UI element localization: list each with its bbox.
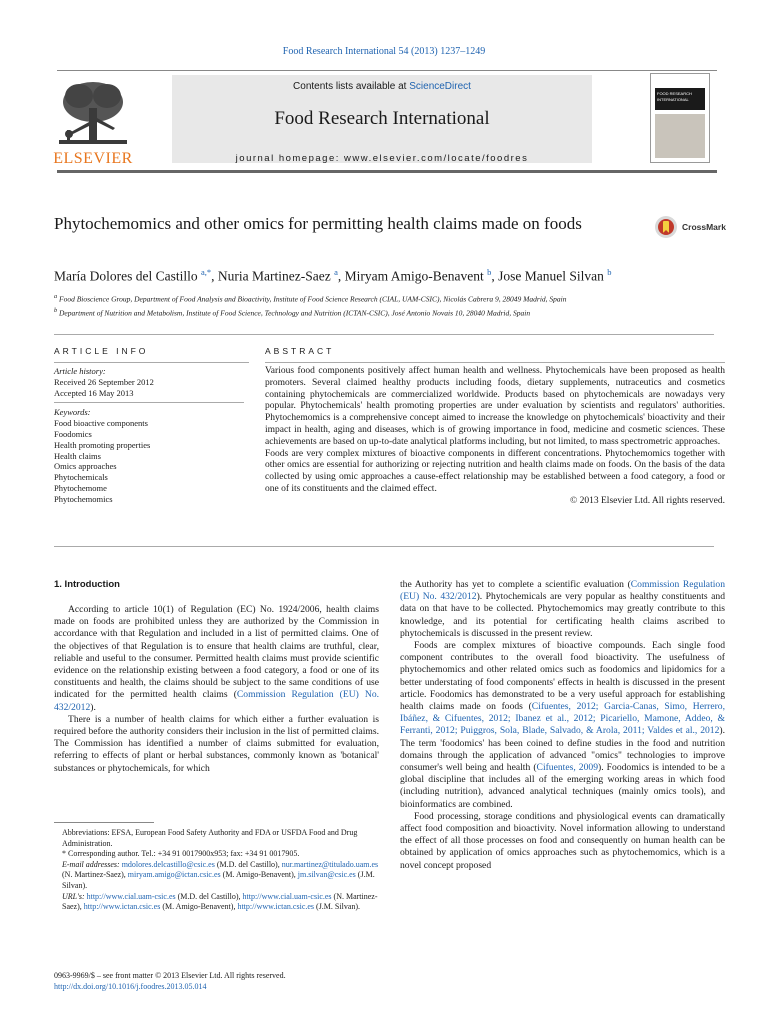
received-date: Received 26 September 2012 <box>54 376 154 387</box>
url-owner: (J.M. Silvan). <box>316 902 361 912</box>
email-addresses <box>54 860 379 892</box>
divider <box>54 362 249 363</box>
publisher-logo: ELSEVIER <box>53 150 133 167</box>
text-run: ). <box>90 701 96 713</box>
footnotes <box>54 828 379 913</box>
email-owner: (N. Martinez-Saez), <box>62 870 126 880</box>
author-name: Jose Manuel Silvan <box>498 268 604 284</box>
keyword: Foodomics <box>54 428 92 439</box>
author-affiliation-marker[interactable]: b <box>607 267 612 277</box>
article-title: Phytochemomics and other omics for permitting health claims made on foods <box>54 214 582 233</box>
body-paragraph <box>400 640 725 811</box>
crossmark-icon[interactable] <box>654 215 678 239</box>
journal-reference-link[interactable]: Food Research International 54 (2013) 1237–1249 <box>282 46 486 57</box>
journal-title: Food Research International <box>274 108 490 129</box>
sciencedirect-link[interactable]: ScienceDirect <box>409 81 471 92</box>
url-owner: (M.D. del Castillo), <box>177 891 241 901</box>
keyword: Health promoting properties <box>54 439 151 450</box>
text-run: Foods are complex mixtures of bioactive compounds. Each single food component contributes to the overall food bioactivity. The usefulness of phytochemomics and other related omics such as foodomics and lipidomics for a better understating of food components' effects in health is discussed in the present article. Foodomics has demonstrated to be a very useful approach for establishing health claims made on foods ( <box>400 640 725 713</box>
article-info-label: ARTICLE INFO <box>54 346 149 356</box>
cover-image <box>655 114 705 158</box>
affiliation-item <box>54 291 714 305</box>
text-run: ). Foodomics is intended to be a global discipline that includes all of the emerging working areas in which food (including nutrition), advanced analytical techniques (mainly omics tools), and bioinformatics are combined. <box>400 762 725 810</box>
abstract-paragraph: Various food components positively affect human health and wellness. Phytochemicals have been proposed as health promoters. Several claimed healthy products including foods, dietary supplements, nutraceutics and cosmetics containing phytochemicals are commercialized worldwide. Products based on phytochemicals are nowadays very popular. Phytochemicals' health promoting properties are under evaluation by scientists and regulators' authorities. Phytochemomics is a comprehensive concept aimed to increase the knowledge on phytochemicals' bioactivity and their impact in health, aging and diseases, which is of growing importance in food, medicine and cosmetic sciences. These achievements are based on up-to-date analytical platforms including, but not limited, to mass spectrometric approaches. <box>265 366 725 447</box>
author-list: María Dolores del Castillo $^{a,*}$, Nuria Martinez-Saez $^a$, Miryam Amigo-Benavent $^b$, Jose Manuel Silvan $^b$ <box>54 267 612 284</box>
accepted-date: Accepted 16 May 2013 <box>54 387 134 398</box>
abstract-paragraph: Foods are very complex mixtures of bioactive components in different concentrations. Phytochemomics together with other omics are essential for authorizing or rejecting nutrition and health claims made on foods. On the basis of the data collected by using omic approaches a cause-effect relationship may be established between a food category, a food or one of its constituents and the claimed effect. <box>265 448 725 494</box>
affiliations <box>54 291 714 318</box>
email-label: E-mail addresses: <box>62 859 120 869</box>
url-owner: (N. Martinez-Saez), <box>62 891 378 912</box>
abstract-copyright: © 2013 Elsevier Ltd. All rights reserved. <box>570 495 725 506</box>
contents-prefix: Contents lists available at <box>293 81 407 92</box>
section-heading: 1. Introduction <box>54 579 120 590</box>
email-owner: (M. Amigo-Benavent), <box>222 870 296 880</box>
history-label: Article history: <box>54 366 106 376</box>
contents-line <box>172 81 592 92</box>
footnote-divider <box>54 822 154 823</box>
body-column-right <box>400 579 725 872</box>
affiliation-marker: a <box>54 293 58 300</box>
citation-link[interactable]: Cifuentes, 2012; Garcia-Canas, Simo, Herrero, Ibáñez, & Cifuentes, 2012; Ibanez et al., 2012; Picariello, Mamone, Addeo, & Ferranti, 2012; Puiggros, Sola, Blade, Salvado, & Arola, 2011; Valdes et al., 2012 <box>400 701 725 737</box>
crossmark-label[interactable]: CrossMark <box>682 222 726 232</box>
email-owner: (J.M. Silvan). <box>62 870 375 890</box>
abstract-label: ABSTRACT <box>265 346 335 356</box>
affiliation-text: Department of Nutrition and Metabolism, Institute of Food Science, Technology and Nutrition (ICTAN-CSIC), José Antonio Novais 10, 28040 Madrid, Spain <box>59 308 531 317</box>
elsevier-tree-icon <box>53 78 133 148</box>
divider <box>54 546 714 547</box>
email-link[interactable]: mdolores.delcastillo@csic.es <box>121 859 215 869</box>
body-paragraph: Food processing, storage conditions and physiological events can dramatically affect food composition and bioactivity. Novel information allowing to understand the effect of all those processes on food and consequently on human health can be obtained by application of omics approaches such as phytochemomics, which is a novel concept proposed <box>400 810 725 871</box>
affiliation-item <box>54 305 714 319</box>
email-link[interactable]: nur.martinez@titulado.uam.es <box>281 859 379 869</box>
journal-reference[interactable] <box>0 46 768 57</box>
cover-band: FOOD RESEARCH INTERNATIONAL <box>655 88 705 110</box>
abbreviations-note: Abbreviations: EFSA, European Food Safety Authority and FDA or USFDA Food and Drug Administration. <box>62 828 358 848</box>
homepage-url[interactable]: www.elsevier.com/locate/foodres <box>344 153 529 164</box>
affiliation-marker: b <box>54 306 58 314</box>
keyword: Food bioactive components <box>54 418 148 429</box>
issn-line: 0963-9969/$ – see front matter © 2013 Elsevier Ltd. All rights reserved. <box>54 971 286 980</box>
text-run: ). The term 'foodomics' has been coined to define studies in the food and nutrition domains through the application of advanced "omics" technologies to improve consumer's well being and health ( <box>400 725 725 774</box>
url-link[interactable]: http://www.ictan.csic.es <box>237 902 315 912</box>
text-run: According to article 10(1) of Regulation (EC) No. 1924/2006, health claims made on foods are prohibited unless they are authorized by the Commission in accordance with that Regulation and included in a list of permitted claims. One of the objectives of that Regulation is to ensure that health claims are truthful, clear, reliable and useful to the consumer. Permitted health claims must provide scientific evidence on the relationship existing between a food category, a food or one of its constituents and health, the claims should be subject to the same conditions of use indicated for the permitted health claims ( <box>54 604 379 701</box>
author-affiliation-marker[interactable]: a <box>334 267 338 277</box>
affiliation-text: Food Bioscience Group, Department of Food Analysis and Bioactivity, Institute of Food Science Research (CIAL, UAM-CSIC), Nicolás Cabrera 9, 28049 Madrid, Spain <box>59 294 567 304</box>
citation-link[interactable]: Cifuentes, 2009 <box>536 762 598 774</box>
email-link[interactable]: jm.silvan@csic.es <box>297 870 356 880</box>
author-affiliation-marker[interactable]: a,* <box>200 267 212 277</box>
citation-link[interactable]: Commission Regulation (EU) No. 432/2012 <box>54 689 380 713</box>
keyword: Phytochemicals <box>54 472 108 483</box>
article-info <box>54 366 244 505</box>
body-paragraph <box>400 579 725 640</box>
body-paragraph: There is a number of health claims for which either a further evaluation is required before the authority considers their inclusion in the list of permitted claims. The Commission has identified a number of claims submitted for evaluation, referring to effects of plant or herbal substances, commonly known as 'botanical' substances or phytochemicals, for which <box>54 713 379 774</box>
citation-link[interactable]: Commission Regulation (EU) No. 432/2012 <box>400 579 725 603</box>
front-matter <box>54 970 379 992</box>
body-column-left <box>54 604 379 775</box>
author-name: María Dolores del Castillo <box>54 268 198 284</box>
author-name: Miryam Amigo-Benavent <box>344 268 484 284</box>
email-link[interactable]: miryam.amigo@ictan.csic.es <box>127 870 221 880</box>
author-affiliation-marker[interactable]: b <box>487 267 492 277</box>
url-label: URL's: <box>62 891 85 901</box>
divider <box>54 334 714 335</box>
corresponding-author-note: * Corresponding author. Tel.: +34 91 0017900x953; fax: +34 91 0017905. <box>62 849 300 859</box>
text-run: ). Phytochemicals are very popular as healthy constituents and data on that have to be collected. Phytochemomics may greatly contribute to this knowledge, and its potential for certificating health claims ascribed to phytochemicals is discussed in the present review. <box>400 591 725 639</box>
keywords-label: Keywords: <box>54 402 244 418</box>
divider <box>265 362 725 363</box>
text-run: the Authority has yet to complete a scientific evaluation ( <box>400 579 631 590</box>
journal-homepage <box>172 153 592 164</box>
doi-link[interactable]: http://dx.doi.org/10.1016/j.foodres.2013.05.014 <box>54 982 207 991</box>
url-link[interactable]: http://www.ictan.csic.es <box>83 902 161 912</box>
url-list <box>54 892 379 913</box>
keyword: Phytochemome <box>54 482 107 493</box>
url-link[interactable]: http://www.cial.uam-csic.es <box>86 891 176 901</box>
homepage-prefix: journal homepage: <box>235 153 340 164</box>
keyword: Phytochemomics <box>54 493 113 504</box>
email-owner: (M.D. del Castillo), <box>216 859 280 869</box>
author-name: Nuria Martinez-Saez <box>217 268 331 284</box>
journal-cover-thumbnail <box>650 73 710 163</box>
keyword: Health claims <box>54 450 101 461</box>
keyword: Omics approaches <box>54 461 117 472</box>
body-paragraph <box>54 604 379 714</box>
url-owner: (M. Amigo-Benavent), <box>162 902 236 912</box>
abstract-body <box>265 366 725 508</box>
url-link[interactable]: http://www.cial.uam-csic.es <box>242 891 332 901</box>
